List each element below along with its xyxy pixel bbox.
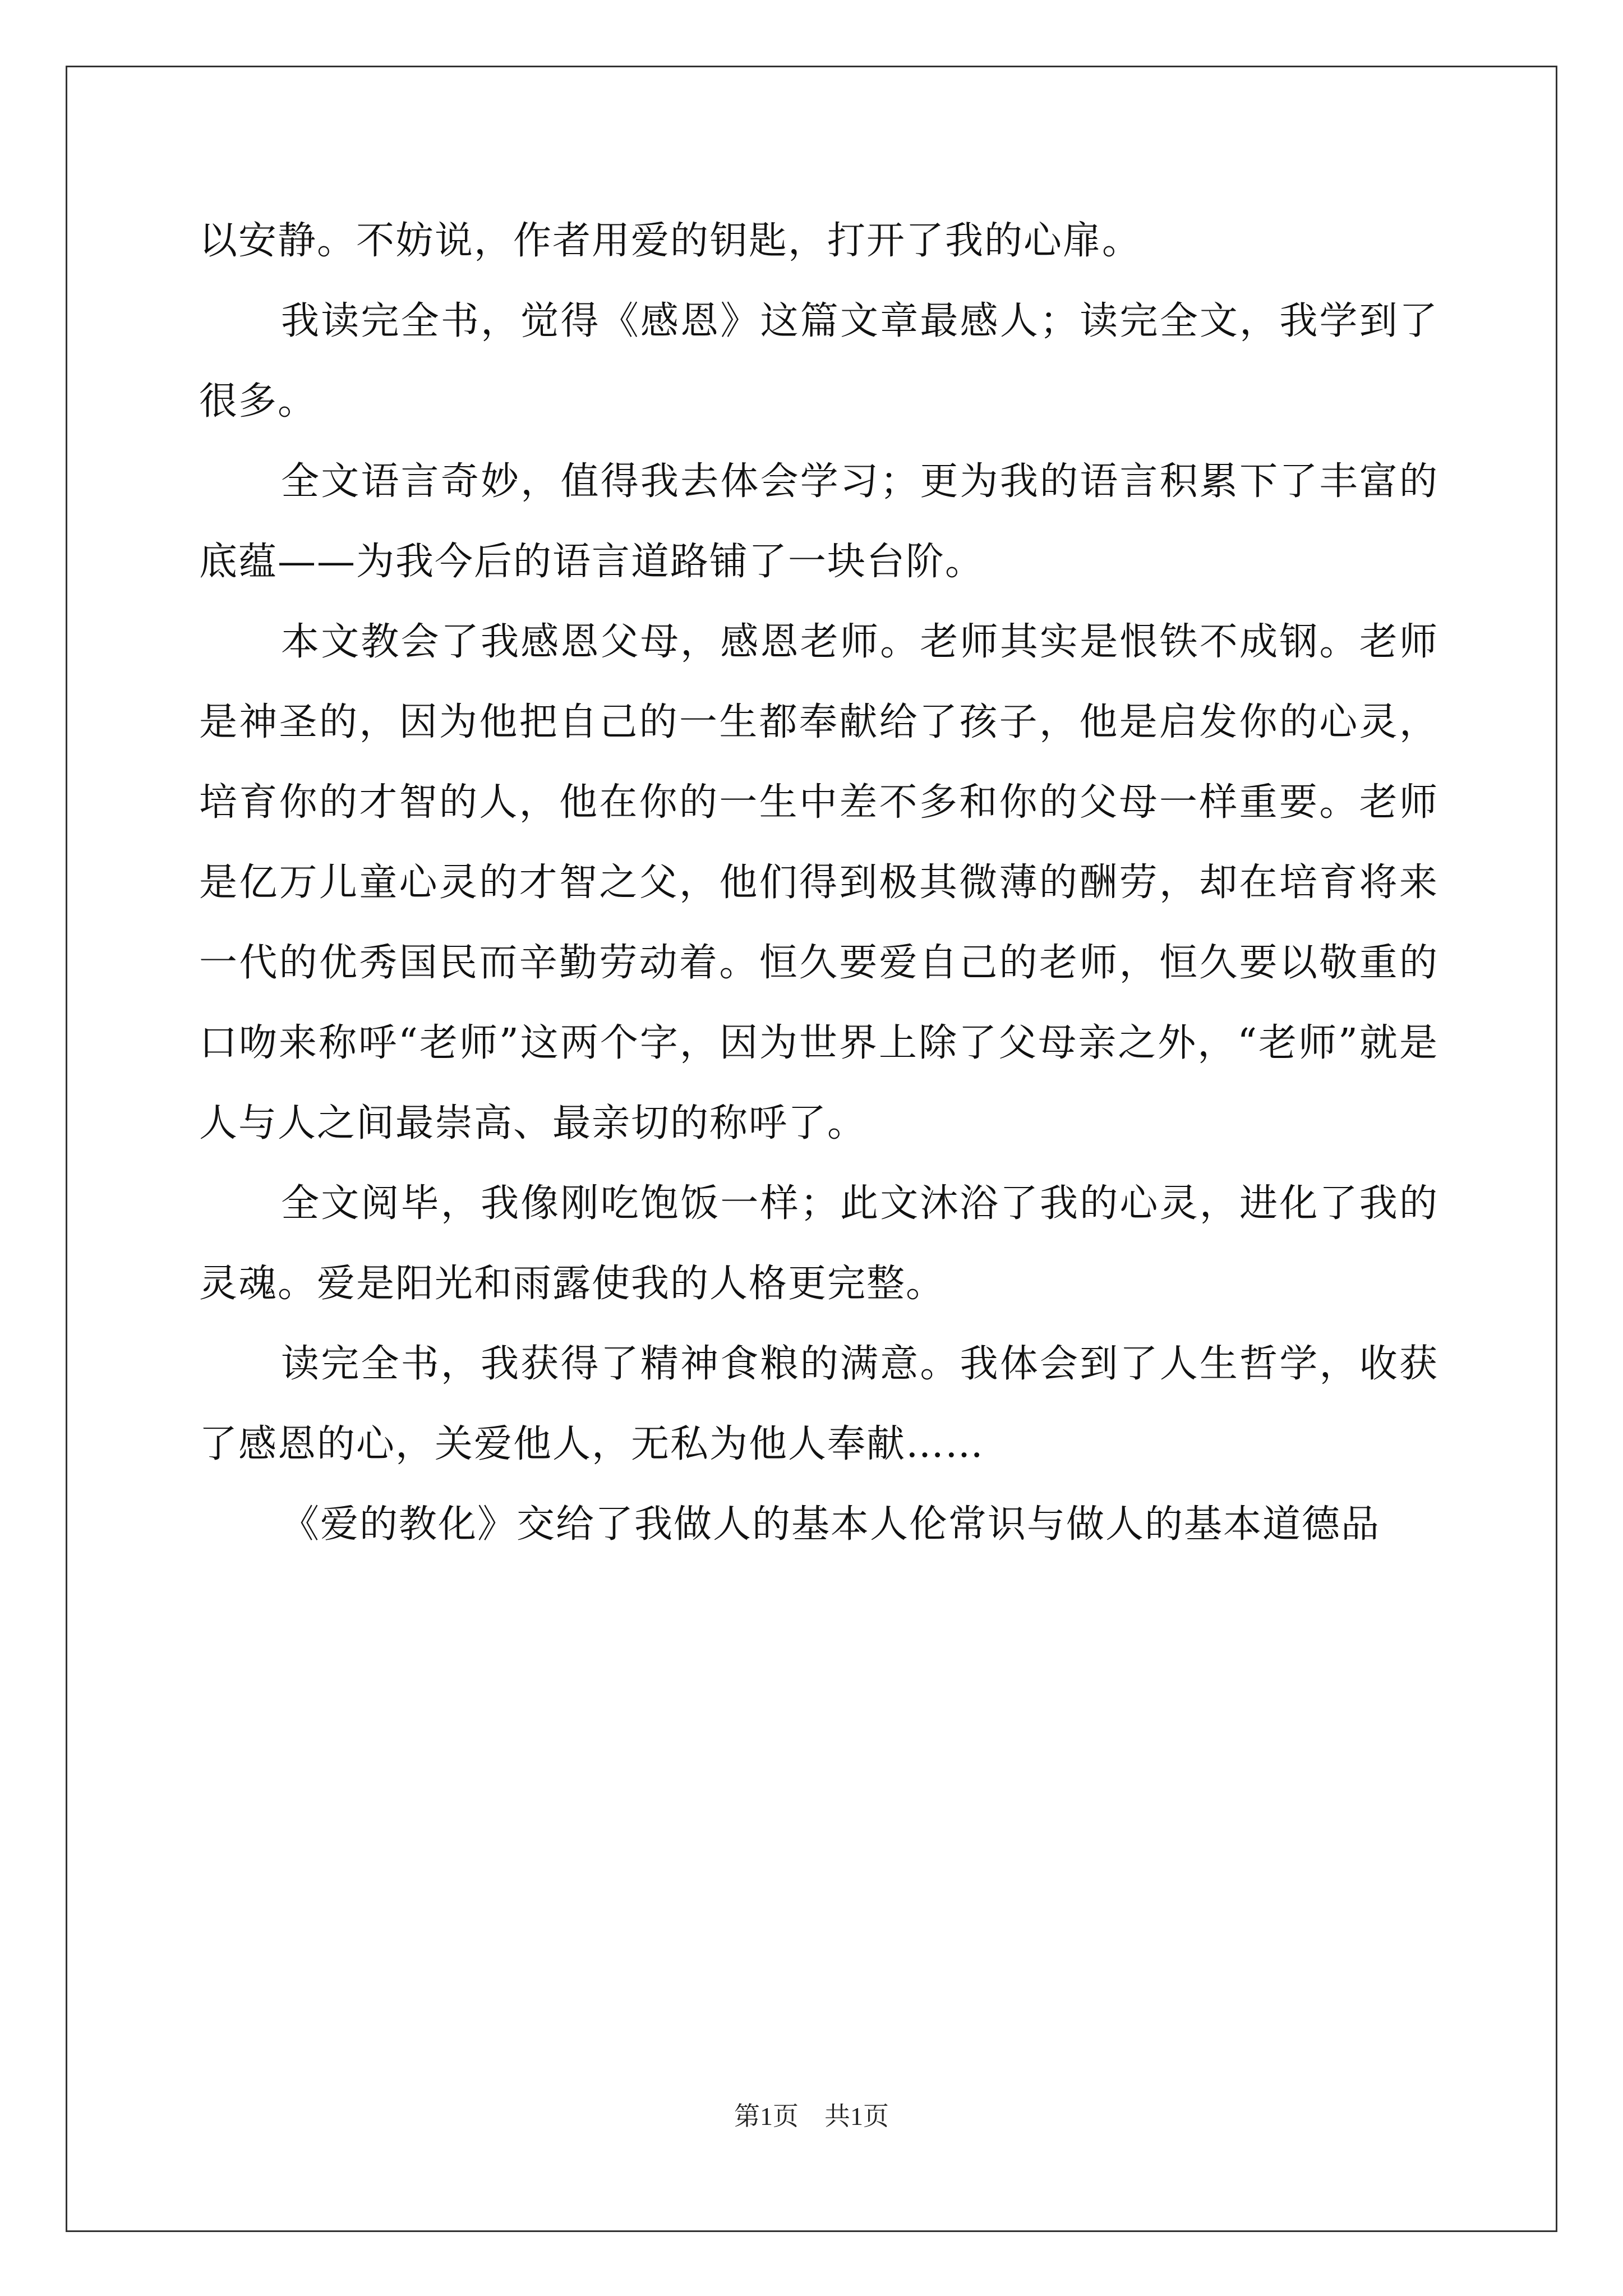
page-number-current: 第1页 <box>734 2102 799 2131</box>
paragraph-1: 以安静。不妨说，作者用爱的钥匙，打开了我的心扉。 <box>199 219 1142 263</box>
paragraph-4: 本文教会了我感恩父母，感恩老师。老师其实是恨铁不成钢。老师是神圣的，因为他把自己的一生都奉献给了孩子，他是启发你的心灵，培育你的才智的人，他在你的一生中差不多和你的父母一样重要。老师是亿万儿童心灵的才智之父，他们得到极其微薄的酬劳，却在培育将来一代的优秀国民而辛勤劳动着。恒久要爱自己的老师，恒久要以敬重的口吻来称呼“老师”这两个字，因为世界上除了父母亲之外，“老师”就是人与人之间最崇高、最亲切的称呼了。 <box>199 620 1438 1145</box>
paragraph-3: 全文语言奇妙，值得我去体会学习；更为我的语言积累下了丰富的底蕴——为我今后的语言道路铺了一块台阶。 <box>199 459 1438 584</box>
page-number-total: 共1页 <box>824 2102 889 2131</box>
paragraph-2: 我读完全书，觉得《感恩》这篇文章最感人；读完全文，我学到了很多。 <box>199 299 1438 424</box>
paragraph-6: 读完全书，我获得了精神食粮的满意。我体会到了人生哲学，收获了感恩的心，关爱他人，无私为他人奉献…… <box>199 1342 1438 1466</box>
document-body <box>199 201 1438 1565</box>
paragraph-7: 《爱的教化》交给了我做人的基本人伦常识与做人的基本道德品 <box>281 1502 1381 1547</box>
page-footer <box>0 2096 1623 2133</box>
paragraph-5: 全文阅毕，我像刚吃饱饭一样；此文沐浴了我的心灵，进化了我的灵魂。爱是阳光和雨露使我的人格更完整。 <box>199 1181 1438 1306</box>
